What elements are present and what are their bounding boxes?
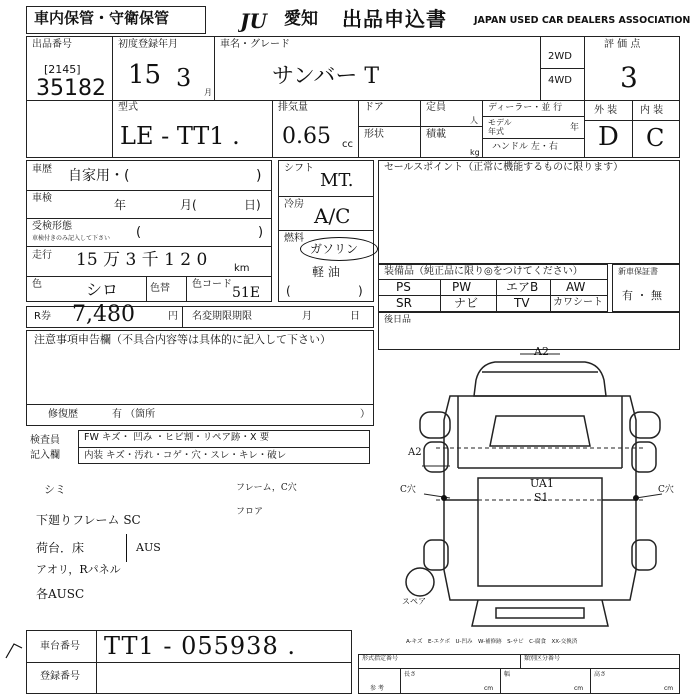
shift-label: シフト	[284, 163, 314, 174]
note-aus: AUS	[136, 541, 161, 554]
col-divider	[186, 276, 187, 302]
equipment-tv: TV	[514, 296, 530, 310]
col-divider	[420, 100, 421, 158]
equipment-airbag: エアB	[506, 280, 539, 294]
equipment-navi: ナビ	[454, 296, 479, 310]
row-divider	[26, 662, 352, 663]
dealer-label: ディーラー・並 行	[488, 103, 563, 113]
row-divider	[78, 447, 370, 448]
color-code-label: 色コード	[192, 279, 232, 290]
note-each-ausc: 各AUSC	[36, 587, 85, 601]
col-divider	[584, 36, 585, 158]
exterior-label: 外 装	[594, 105, 618, 116]
year-unit: 年	[570, 123, 580, 133]
registration-month: 3	[176, 64, 192, 92]
damage-legend: A-キズ E-エクボ U-凹み W-補修跡 S-サビ C-腐食 XX-交換済	[406, 639, 578, 645]
receipt-note: 車検付きのみ記入して下さい	[32, 235, 111, 242]
inspector-row2: 内装 キズ・汚れ・コゲ・穴・スレ・キレ・破レ	[84, 450, 287, 461]
lot-number-label: 出品番号	[32, 39, 72, 50]
spare-label: スペア	[402, 597, 426, 606]
history-value: 自家用・(	[68, 168, 130, 184]
width-label: 幅	[504, 671, 511, 678]
model-label: 型式	[118, 102, 138, 113]
inspection-label: 車検	[32, 193, 52, 204]
mileage-label: 走行	[32, 250, 52, 261]
fuel-label: 燃料	[284, 233, 304, 244]
fuel-gas: ガソリン	[310, 242, 359, 256]
logo-place: 愛知	[284, 9, 318, 29]
row-divider	[26, 190, 272, 191]
length-cm: cm	[484, 685, 494, 692]
color-value: シロ	[86, 280, 119, 299]
row-divider	[26, 218, 272, 219]
row-divider	[26, 246, 272, 247]
car-name-value: サンバー T	[272, 64, 380, 89]
recycle-value: 7,480	[72, 302, 135, 327]
receipt-close: )	[258, 225, 264, 240]
inspection-month: 月(	[180, 198, 197, 212]
history-close: )	[256, 168, 262, 184]
equipment-sr: SR	[396, 296, 412, 310]
notes-label: 注意事項申告欄（不具合内容等は具体的に記入して下さい）	[34, 333, 331, 346]
chassis-value: TT1 - 055938 .	[104, 632, 296, 660]
registration-year: 15	[128, 60, 162, 90]
diagram-a2-top: A2	[534, 345, 549, 358]
note-frame-sc: 下廻りフレーム SC	[36, 513, 141, 527]
interior-value: C	[646, 124, 665, 152]
col-divider	[146, 276, 147, 302]
row-divider	[358, 668, 680, 669]
form-title: 出品申込書	[342, 7, 447, 31]
displacement-value: 0.65	[282, 124, 331, 149]
col-divider	[440, 279, 441, 312]
score-label: 評 価 点	[604, 39, 641, 50]
note-brace	[126, 534, 132, 562]
reference-label: 参 考	[370, 685, 384, 692]
row-divider	[278, 196, 374, 197]
color-code-value: 51E	[232, 285, 261, 301]
row-divider	[358, 126, 482, 127]
new-warranty-value: 有 ・ 無	[622, 289, 662, 302]
notice-day: 日	[350, 311, 360, 322]
col-divider	[520, 654, 521, 668]
equipment-aw: AW	[566, 280, 586, 294]
row-divider	[26, 404, 374, 405]
month-unit: 月	[204, 88, 212, 97]
diagram-a2-left: A2	[408, 447, 422, 458]
first-registration-label: 初度登録年月	[118, 39, 178, 50]
drive-4wd: 4WD	[548, 75, 572, 86]
ac-value: A/C	[314, 204, 351, 228]
notice-month: 月	[302, 311, 312, 322]
col-divider	[590, 668, 591, 694]
storage-title: 車内保管・守衛保管	[34, 9, 170, 27]
repair-label: 修復歴	[48, 409, 78, 420]
recycle-unit: 円	[168, 311, 178, 322]
inspection-day: 日)	[244, 198, 261, 212]
diagram-c-right: C穴	[658, 485, 674, 495]
ju-logo	[238, 8, 284, 32]
col-divider	[482, 100, 483, 158]
repair-close: ）	[360, 409, 370, 420]
note-frame-hole: フレーム，C穴	[236, 483, 297, 493]
recycle-label: R券	[34, 311, 51, 322]
score-value: 3	[620, 61, 638, 94]
notice-limit-label: 名変期限期限	[192, 311, 252, 322]
col-divider	[500, 668, 501, 694]
model-value: LE - TT1 .	[120, 122, 240, 150]
repair-value: 有 （箇所	[112, 409, 156, 420]
capacity-label: 定員	[426, 102, 446, 113]
equipment-label: 装備品（純正品に限り◎をつけてください）	[384, 266, 583, 277]
col-divider	[214, 36, 215, 100]
col-divider	[96, 630, 97, 694]
inspection-year: 年	[114, 198, 127, 212]
history-label: 車歴	[32, 164, 52, 175]
height-label: 高さ	[594, 671, 607, 678]
load-label: 積載	[426, 129, 446, 140]
lot-number-value: 35182	[36, 76, 106, 101]
row-divider	[26, 100, 680, 101]
displacement-label: 排気量	[278, 102, 308, 113]
shift-value: MT.	[320, 170, 354, 191]
receipt-label: 受検形態	[32, 221, 72, 232]
svg-text:JU: JU	[240, 9, 267, 32]
shape-label: 形状	[364, 129, 384, 140]
drive-2wd: 2WD	[548, 51, 572, 62]
door-label: ドア	[364, 102, 384, 113]
chassis-label: 車台番号	[40, 641, 80, 652]
interior-label: 内 装	[640, 105, 664, 116]
col-divider	[550, 279, 551, 312]
row-divider	[482, 138, 584, 139]
col-divider	[496, 279, 497, 312]
form-number-label: 形式指定番号	[362, 655, 399, 662]
row-divider	[278, 230, 374, 231]
fuel-diesel: 軽 油	[312, 265, 340, 279]
sales-point-label: セールスポイント（正常に機能するものに限ります）	[384, 162, 624, 173]
new-warranty-label: 新車保証書	[618, 267, 658, 276]
equipment-seat: カワシート	[553, 297, 603, 308]
after-day-label: 後日品	[384, 315, 412, 325]
car-name-label: 車名・グレード	[220, 39, 290, 50]
row-divider	[540, 68, 584, 69]
note-stain: シミ	[44, 483, 66, 496]
col-divider	[272, 100, 273, 158]
inspector-entry-label: 記入欄	[30, 450, 60, 461]
row-divider	[482, 116, 584, 117]
diagram-s1: S1	[534, 491, 549, 504]
class-number-label: 類別区分番号	[524, 655, 561, 662]
association-name: JAPAN USED CAR DEALERS ASSOCIATION	[474, 15, 691, 26]
handle-label: ハンドル 左・右	[492, 142, 558, 152]
registration-label: 登録番号	[40, 671, 80, 682]
sales-point-box	[378, 160, 680, 264]
height-cm: cm	[664, 685, 674, 692]
note-floor: フロア	[236, 507, 264, 517]
diagram-c-left: C穴	[400, 485, 416, 495]
mileage-value: 15 万 3 千 1 2 0	[76, 250, 208, 270]
after-day-box	[378, 312, 680, 350]
note-bed-floor: 荷台．床	[36, 541, 85, 555]
model-year-label: モデル 年式	[488, 118, 512, 136]
mileage-unit: km	[234, 263, 250, 274]
note-panel: アオリ，Rパネル	[36, 563, 121, 576]
color-change-label: 色替	[150, 283, 170, 294]
equipment-pw: PW	[452, 280, 472, 294]
inspector-label: 検査員	[30, 435, 60, 446]
col-divider	[112, 36, 113, 158]
inspector-row1: FW キズ・ 凹み ・ヒビ割・リペア跡・X 要	[84, 432, 270, 443]
ac-label: 冷房	[284, 199, 304, 210]
fuel-close: )	[358, 284, 363, 298]
margin-mark	[4, 640, 24, 660]
lot-sub: [2145]	[44, 63, 81, 76]
length-label: 長さ	[404, 671, 417, 678]
exterior-value: D	[598, 122, 619, 152]
displacement-unit: cc	[342, 139, 353, 150]
equipment-ps: PS	[396, 280, 411, 294]
col-divider	[182, 306, 183, 328]
color-label: 色	[32, 279, 42, 290]
col-divider	[632, 100, 633, 158]
receipt-open: (	[136, 225, 142, 240]
capacity-unit: 人	[470, 116, 478, 125]
row-divider	[378, 295, 608, 296]
width-cm: cm	[574, 685, 584, 692]
col-divider	[358, 100, 359, 158]
col-divider	[400, 668, 401, 694]
load-unit: kg	[470, 148, 480, 157]
fuel-open: (	[286, 284, 291, 298]
diagram-ua1: UA1	[530, 477, 554, 490]
row-divider	[26, 276, 272, 277]
